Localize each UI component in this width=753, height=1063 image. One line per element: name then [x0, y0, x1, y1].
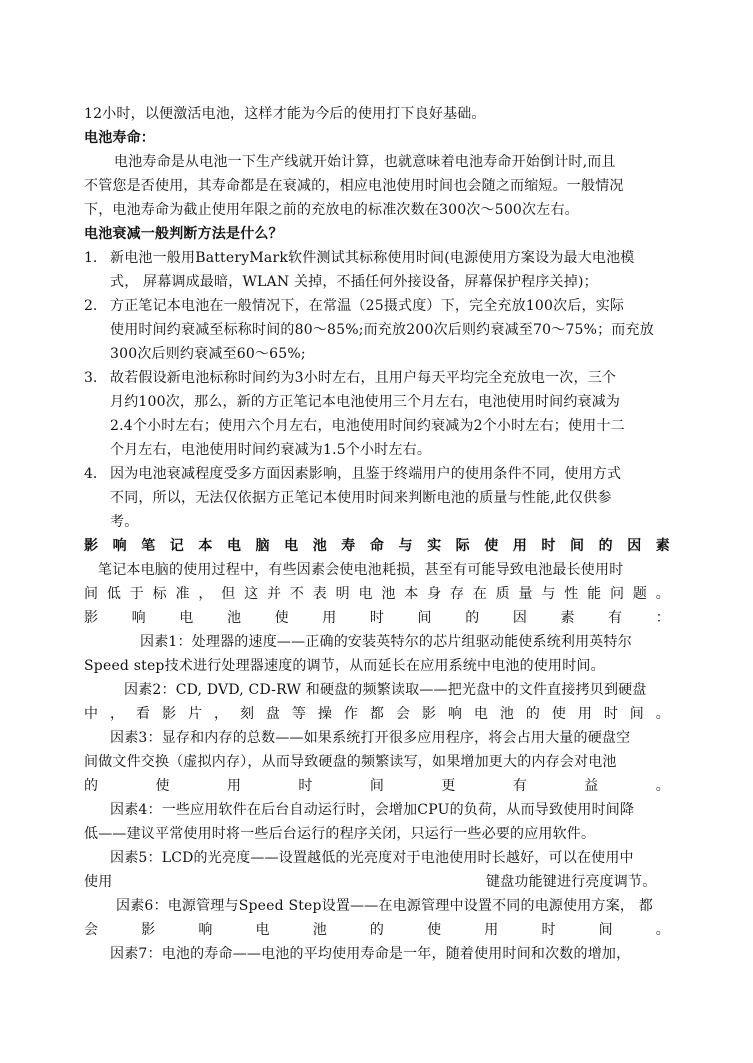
text-line: 低——建议平常使用时将一些后台运行的程序关闭，只运行一些必要的应用软件。 [84, 826, 596, 842]
list-item-line: 因为电池衰减程度受多方面因素影响，且鉴于终端用户的使用条件不同，使用方式 [110, 466, 622, 482]
list-number: 4. [84, 466, 98, 482]
list-number: 1. [84, 250, 98, 266]
text-line: 12小时，以便激活电池，这样才能为今后的使用打下良好基础。 [84, 106, 486, 122]
list-item-line: 300次后则约衰减至60～65%; [110, 346, 306, 362]
text-line: 因素5：LCD的光亮度——设置越低的光亮度对于电池使用时长越好，可以在使用中 [110, 850, 634, 866]
list-number: 3. [84, 370, 98, 386]
text-line: 使用 [84, 874, 113, 890]
section-heading-decay-method: 电池衰减一般判断方法是什么？ [84, 226, 283, 242]
text-line: 因素3：显存和内存的总数——如果系统打开很多应用程序，将会占用大量的硬盘空 [110, 730, 631, 746]
text-line: 间做文件交换（虚拟内存），从而导致硬盘的频繁读写，如果增加更大的内存会对电池 [84, 754, 617, 770]
section-heading-factors: 影 响 笔 记 本 电 脑 电 池 寿 命 与 实 际 使 用 时 间 的 因 素 [84, 538, 670, 554]
text-line: 影 响 电 池 使 用 时 间 的 因 素 有 ： [84, 610, 670, 626]
list-item-line: 故若假设新电池标称时间约为3小时左右，且用户每天平均完全充放电一次，三个 [110, 370, 617, 386]
list-item-line: 2.4个小时左右；使用六个月左右，电池使用时间约衰减为2个小时左右；使用十二 [110, 418, 625, 434]
list-item-line: 方正笔记本电池在一般情况下，在常温（25摄式度）下，完全充放100次后，实际 [110, 298, 625, 314]
list-item-line: 式， 屏幕调成最暗，WLAN 关掉，不插任何外接设备，屏幕保护程序关掉)； [110, 274, 598, 290]
text-line: 中 ， 看 影 片 ， 刻 盘 等 操 作 都 会 影 响 电 池 的 使 用 时 间 。 [84, 706, 670, 722]
text-line: 因素1：处理器的速度——正确的安装英特尔的芯片组驱动能使系统利用英特尔 [140, 634, 632, 650]
text-line: 因素7：电池的寿命——电池的平均使用寿命是一年，随着使用时间和次数的增加， [110, 946, 631, 962]
text-line: 不管您是否使用，其寿命都是在衰减的，相应电池使用时间也会随之而缩短。一般情况 [84, 178, 624, 194]
text-line: 因素4：一些应用软件在后台自动运行时，会增加CPU的负荷，从而导致使用时间降 [110, 802, 635, 818]
list-item-line: 不同，所以，无法仅依据方正笔记本使用时间来判断电池的质量与性能,此仅供参 [110, 490, 612, 506]
text-line: 笔记本电脑的使用过程中，有些因素会使电池耗损，甚至有可能导致电池最长使用时 [98, 562, 624, 578]
text-line: 因素6：电源管理与Speed Step设置——在电源管理中设置不同的电源使用方案， 都 [116, 898, 653, 914]
text-line: 下，电池寿命为截止使用年限之前的充放电的标准次数在300次～500次左右。 [84, 202, 579, 218]
text-line: 间 低 于 标 准 ， 但 这 并 不 表 明 电 池 本 身 存 在 质 量 与 性 能 问 题 。 [84, 586, 670, 602]
text-line: 的 使 用 时 间 更 有 益 。 [84, 778, 670, 794]
text-line: 因素2：CD, DVD, CD-RW 和硬盘的频繁读取——把光盘中的文件直接拷贝到硬盘 [124, 682, 647, 698]
text-line: 键盘功能键进行亮度调节。 [486, 874, 657, 890]
text-line: Speed step技术进行处理器速度的调节，从而延长在应用系统中电池的使用时间。 [84, 658, 605, 674]
list-item-line: 个月左右，电池使用时间约衰减为1.5个小时左右。 [110, 442, 432, 458]
list-number: 2. [84, 298, 98, 314]
text-line: 电池寿命是从电池一下生产线就开始计算，也就意味着电池寿命开始倒计时,而且 [114, 154, 616, 170]
list-item-line: 新电池一般用BatteryMark软件测试其标称使用时间(电源使用方案设为最大电池模 [110, 250, 635, 266]
text-line: 会 影 响 电 池 的 使 用 时 间 。 [84, 922, 670, 938]
list-item-line: 考。 [110, 514, 139, 530]
section-heading-battery-life: 电池寿命： [84, 130, 155, 146]
list-item-line: 使用时间约衰减至标称时间的80～85%;而充放200次后则约衰减至70～75%；而充放 [110, 322, 654, 338]
list-item-line: 月约100次，那么，新的方正笔记本电池使用三个月左右，电池使用时间约衰减为 [110, 394, 621, 410]
